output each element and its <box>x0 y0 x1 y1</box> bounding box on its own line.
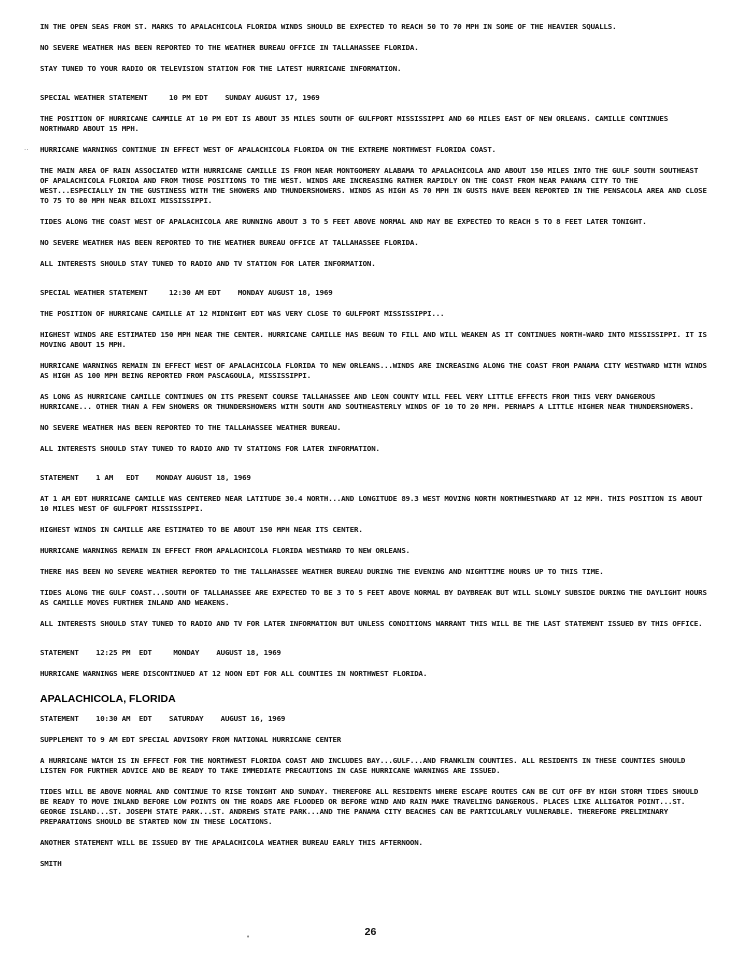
paragraph: TIDES ALONG THE GULF COAST...SOUTH OF TALLAHASSEE ARE EXPECTED TO BE 3 TO 5 FEET ABOVE NORMAL BY DAYBREAK BUT WILL SLOWLY SUBSIDE DURING THE DAYLIGHT HOURS AS CAMILLE MOVES FURTHER INLAND AND WEAKENS. <box>40 588 707 607</box>
statement-header: SPECIAL WEATHER STATEMENT 12:30 AM EDT MONDAY AUGUST 18, 1969 <box>40 288 333 297</box>
paragraph: IN THE OPEN SEAS FROM ST. MARKS TO APALACHICOLA FLORIDA WINDS SHOULD BE EXPECTED TO REACH 50 TO 70 MPH IN SOME OF THE HEAVIER SQUALLS. <box>40 22 617 31</box>
paragraph: HURRICANE WARNINGS CONTINUE IN EFFECT WEST OF APALACHICOLA FLORIDA ON THE EXTREME NORTHWEST FLORIDA COAST. <box>40 145 496 154</box>
paragraph: TIDES ALONG THE COAST WEST OF APALACHICOLA ARE RUNNING ABOUT 3 TO 5 FEET ABOVE NORMAL AND MAY BE EXPECTED TO REACH 5 TO 8 FEET LATER TONIGHT. <box>40 217 647 226</box>
paragraph: NO SEVERE WEATHER HAS BEEN REPORTED TO THE WEATHER BUREAU OFFICE IN TALLAHASSEE FLORIDA. <box>40 43 419 52</box>
paragraph: A HURRICANE WATCH IS IN EFFECT FOR THE NORTHWEST FLORIDA COAST AND INCLUDES BAY...GULF...AND FRANKLIN COUNTIES. ALL RESIDENTS IN THESE COUNTIES SHOULD LISTEN FOR FURTHER ADVICE AND BE READY TO TAKE IMMEDIATE PRECAUTIONS IN CASE HURRICANE WARNINGS ARE ISSUED. <box>40 756 686 775</box>
scan-speck-mark: • <box>246 933 251 941</box>
paragraph: ALL INTERESTS SHOULD STAY TUNED TO RADIO AND TV FOR LATER INFORMATION BUT UNLESS CONDITIONS WARRANT THIS WILL BE THE LAST STATEMENT ISSUED BY THIS OFFICE. <box>40 619 703 628</box>
paragraph: SUPPLEMENT TO 9 AM EDT SPECIAL ADVISORY FROM NATIONAL HURRICANE CENTER <box>40 735 342 744</box>
paragraph: THE POSITION OF HURRICANE CAMILLE AT 12 MIDNIGHT EDT WAS VERY CLOSE TO GULFPORT MISSISSIPPI... <box>40 309 445 318</box>
paragraph: AS LONG AS HURRICANE CAMILLE CONTINUES ON ITS PRESENT COURSE TALLAHASSEE AND LEON COUNTY WILL FEEL VERY LITTLE EFFECTS FROM THIS VERY DANGEROUS HURRICANE... OTHER THAN A FEW SHOWERS OR THUNDERSHOWERS WITH SOUTH AND SOUTHEASTERLY WINDS OF 10 TO 20 MPH. PERHAPS A LITTLE HIGHER NEAR THUNDERSHOWERS. <box>40 392 694 411</box>
page-number: 26 <box>364 926 377 938</box>
document-page <box>40 22 708 880</box>
section-heading: APALACHICOLA, FLORIDA <box>40 693 176 705</box>
paragraph: ANOTHER STATEMENT WILL BE ISSUED BY THE APALACHICOLA WEATHER BUREAU EARLY THIS AFTERNOON. <box>40 838 423 847</box>
paragraph: HIGHEST WINDS IN CAMILLE ARE ESTIMATED TO BE ABOUT 150 MPH NEAR ITS CENTER. <box>40 525 363 534</box>
statement-header: STATEMENT 1 AM EDT MONDAY AUGUST 18, 1969 <box>40 473 251 482</box>
statement-header: STATEMENT 10:30 AM EDT SATURDAY AUGUST 16, 1969 <box>40 714 286 723</box>
statement-header: STATEMENT 12:25 PM EDT MONDAY AUGUST 18, 1969 <box>40 648 281 657</box>
paragraph: AT 1 AM EDT HURRICANE CAMILLE WAS CENTERED NEAR LATITUDE 30.4 NORTH...AND LONGITUDE 89.3 WEST MOVING NORTH NORTHWESTWARD AT 12 MPH. THIS POSITION IS ABOUT 10 MILES WEST OF GULFPORT MISSISSIPPI. <box>40 494 703 513</box>
paragraph: NO SEVERE WEATHER HAS BEEN REPORTED TO THE WEATHER BUREAU OFFICE AT TALLAHASSEE FLORIDA. <box>40 238 419 247</box>
statement-header: SPECIAL WEATHER STATEMENT 10 PM EDT SUNDAY AUGUST 17, 1969 <box>40 93 320 102</box>
signature: SMITH <box>40 859 62 868</box>
paragraph: THERE HAS BEEN NO SEVERE WEATHER REPORTED TO THE TALLAHASSEE WEATHER BUREAU DURING THE EVENING AND NIGHTTIME HOURS UP TO THIS TIME. <box>40 567 604 576</box>
paragraph: HIGHEST WINDS ARE ESTIMATED 150 MPH NEAR THE CENTER. HURRICANE CAMILLE HAS BEGUN TO FILL AND WILL WEAKEN AS IT CONTINUES NORTH-WARD INTO MISSISSIPPI. IT IS MOVING ABOUT 15 MPH. <box>40 330 707 349</box>
paragraph: TIDES WILL BE ABOVE NORMAL AND CONTINUE TO RISE TONIGHT AND SUNDAY. THEREFORE ALL RESIDENTS WHERE ESCAPE ROUTES CAN BE CUT OFF BY HIGH STORM TIDES SHOULD BE READY TO MOVE INLAND BEFORE LOW POINTS ON THE ROADS ARE FLOODED OR BEFORE WIND AND RAIN MAKE TRAVELING DANGEROUS. PLACES LIKE ALLIGATOR POINT...ST. GEORGE ISLAND...ST. JOSEPH STATE PARK...ST. ANDREWS STATE PARK...AND THE PANAMA CITY BEACHES CAN BE PARTICULARLY VULNERABLE. THEREFORE PRELIMINARY PREPARATIONS SHOULD BE STARTED NOW IN THESE LOCATIONS. <box>40 787 699 826</box>
paragraph: HURRICANE WARNINGS WERE DISCONTINUED AT 12 NOON EDT FOR ALL COUNTIES IN NORTHWEST FLORIDA. <box>40 669 428 678</box>
paragraph: HURRICANE WARNINGS REMAIN IN EFFECT WEST OF APALACHICOLA FLORIDA TO NEW ORLEANS...WINDS ARE INCREASING ALONG THE COAST FROM PANAMA CITY WESTWARD WITH WINDS AS HIGH AS 100 MPH BEING REPORTED FROM PASCAGOULA, MISSISSIPPI. <box>40 361 707 380</box>
paragraph: ALL INTERESTS SHOULD STAY TUNED TO RADIO AND TV STATION FOR LATER INFORMATION. <box>40 259 376 268</box>
scan-speck-mark: .. <box>24 144 29 152</box>
paragraph: HURRICANE WARNINGS REMAIN IN EFFECT FROM APALACHICOLA FLORIDA WESTWARD TO NEW ORLEANS. <box>40 546 410 555</box>
paragraph: THE MAIN AREA OF RAIN ASSOCIATED WITH HURRICANE CAMILLE IS FROM NEAR MONTGOMERY ALABAMA TO APALACHICOLA AND ABOUT 150 MILES INTO THE GULF SOUTH SOUTHEAST OF APALACHICOLA FLORIDA AND FROM THOSE POSITIONS TO THE WEST. WINDS ARE INCREASING RATHER RAPIDLY ON THE COAST FROM NEAR PANAMA CITY TO THE WEST...ESPECIALLY IN THE GUSTINESS WITH THE SHOWERS AND THUNDERSHOWERS. WINDS AS HIGH AS 70 MPH IN GUSTS HAVE BEEN REPORTED IN THE PENSACOLA AREA AND CLOSE TO 75 TO 80 MPH NEAR BILOXI MISSISSIPPI. <box>40 166 707 205</box>
paragraph: STAY TUNED TO YOUR RADIO OR TELEVISION STATION FOR THE LATEST HURRICANE INFORMATION. <box>40 64 402 73</box>
paragraph: NO SEVERE WEATHER HAS BEEN REPORTED TO THE TALLAHASSEE WEATHER BUREAU. <box>40 423 342 432</box>
paragraph: ALL INTERESTS SHOULD STAY TUNED TO RADIO AND TV STATIONS FOR LATER INFORMATION. <box>40 444 380 453</box>
paragraph: THE POSITION OF HURRICANE CAMMILE AT 10 PM EDT IS ABOUT 35 MILES SOUTH OF GULFPORT MISSISSIPPI AND 60 MILES EAST OF NEW ORLEANS. CAMILLE CONTINUES NORTHWARD ABOUT 15 MPH. <box>40 114 669 133</box>
